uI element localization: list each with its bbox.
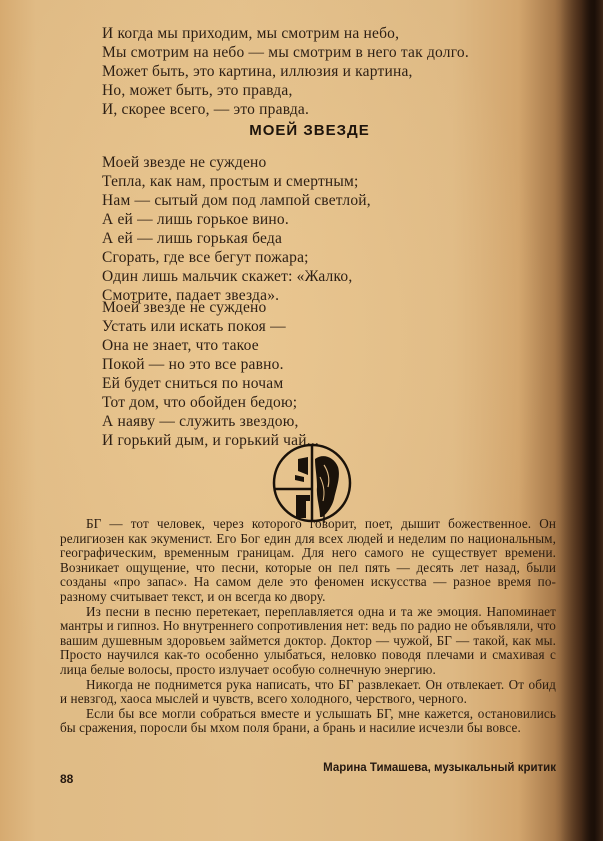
poem-title: [0, 122, 603, 139]
poem-line: Устать или искать покоя —: [102, 318, 286, 335]
poem-line: Мы смотрим на небо — мы смотрим в него так долго.: [102, 44, 469, 61]
poem-line: Ей будет сниться по ночам: [102, 375, 284, 392]
circle-emblem-icon: [268, 437, 358, 527]
article-paragraph: Из песни в песню перетекает, переплавляется одна и та же эмоция. Напоминает мантры и гипноз. Но внутреннего сопротивления нет: ведь по радио не объявляли, что вашим душевным здоровьем займется доктор. Доктор — чужой, БГ — такой, как мы. Просто научился как-то особенно улыбаться, неловко поводя плечами и смахивая с лица белые волосы, просто излучает особую солнечную энергию.: [60, 603, 556, 677]
poem-line: И, скорее всего, — это правда.: [102, 101, 310, 118]
poem-line: Может быть, это картина, иллюзия и картина,: [102, 63, 413, 80]
article-body: [60, 517, 556, 736]
poem-line: Один лишь мальчик скажет: «Жалко,: [102, 268, 353, 285]
poem-line: Моей звезде не суждено: [102, 154, 267, 171]
poem-line: А наяву — служить звездою,: [102, 413, 299, 430]
poem-line: И когда мы приходим, мы смотрим на небо,: [102, 25, 400, 42]
poem-line: И горький дым, и горький чай...: [102, 432, 319, 449]
poem-line: Тепла, как нам, простым и смертным;: [102, 173, 359, 190]
article-paragraph: Если бы все могли собраться вместе и услышать БГ, мне кажется, остановились бы сражения, поросли бы мхом поля брани, а брань и насилие исчезли бы вовсе.: [60, 705, 556, 736]
article-signature: Марина Тимашева, музыкальный критик: [323, 762, 556, 774]
poem-line: Сгорать, где все бегут пожара;: [102, 249, 309, 266]
article-paragraph: БГ — тот человек, через которого говорит, поет, дышит божественное. Он религиозен как экуменист. Его Бог един для всех людей и неделим по национальным, географическим, временным границам. Для него самого не существует времени. Возникает ощущение, что песни, которые он пел пять — десять лет назад, были созданы «про запас». На самом деле это феномен искусства — разное время по-разному считывает текст, и он всегда ко двору.: [60, 516, 556, 604]
poem-line: А ей — лишь горькая беда: [102, 230, 283, 247]
poem-line: Смотрите, падает звезда».: [102, 287, 280, 304]
poem-line: Моей звезде не суждено: [102, 299, 267, 316]
article-paragraph: Никогда не поднимется рука написать, что БГ развлекает. Он отвлекает. От обид и невзгод, хаоса мыслей и чувств, всего холодного, черствого, черного.: [60, 676, 556, 707]
poem-line: А ей — лишь горькое вино.: [102, 211, 289, 228]
poem-line: Покой — но это все равно.: [102, 356, 284, 373]
page-number: 88: [60, 772, 74, 786]
poem-line: Тот дом, что обойден бедою;: [102, 394, 298, 411]
poem-title-text: МОЕЙ ЗВЕЗДЕ: [249, 122, 370, 139]
poem-line: Она не знает, что такое: [102, 337, 259, 354]
poem-line: Но, может быть, это правда,: [102, 82, 293, 99]
poem-line: Нам — сытый дом под лампой светлой,: [102, 192, 371, 209]
